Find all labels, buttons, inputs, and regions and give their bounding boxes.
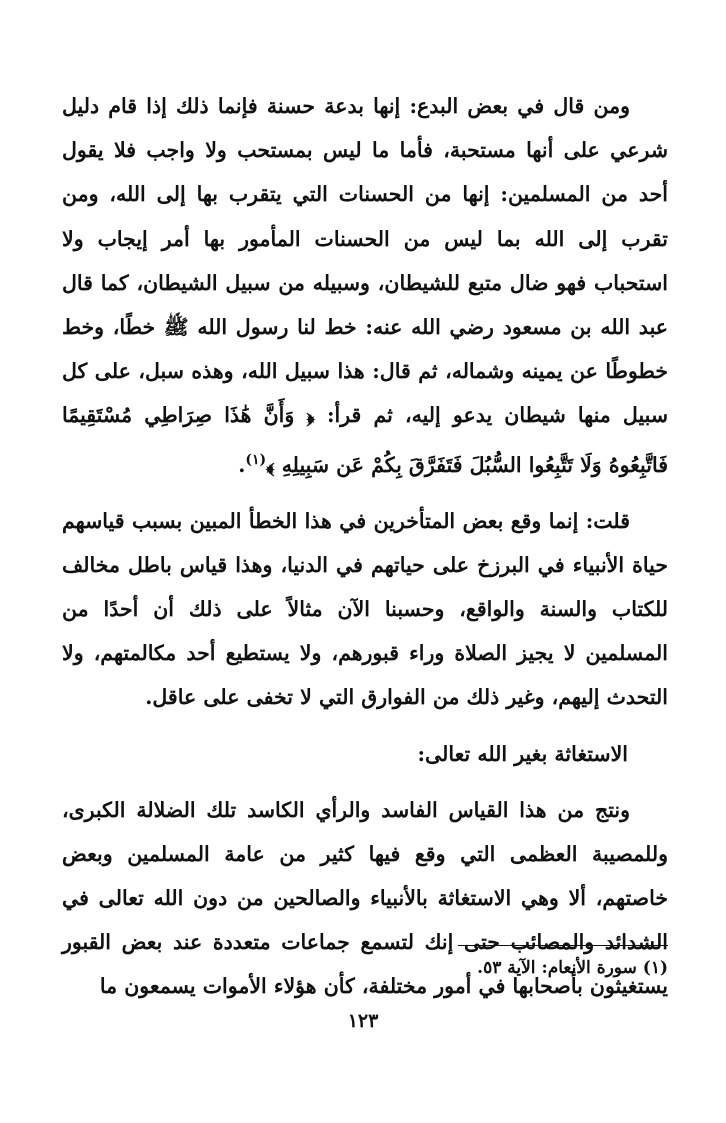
page-number: ١٢٣ — [347, 1010, 379, 1032]
paragraph-1-text: ومن قال في بعض البدع: إنها بدعة حسنة فإنما ذلك إذا قام دليل شرعي على أنها مستحبة، فأما ما ليس بمستحب ولا واجب فلا يقول أحد من المسلمين: إنها من الحسنات التي يتقرب بها إلى الله، ومن تقرب إلى الله بما ليس من الحسنات المأمور بها أمر إيجاب ولا استحباب فهو ضال متبع للشيطان، وسبيله من سبيل الشيطان، كما قال عبد الله بن مسعود رضي الله عنه: خط لنا رسول الله ﷺ خطًا، وخط خطوطًا عن يمينه وشماله، ثم قال: هذا سبيل الله، وهذه سبل، على كل سبيل منها شيطان يدعو إليه، ثم قرأ: ﴿ وَأَنَّ هَٰذَا صِرَاطِي مُسْتَقِيمًا فَاتَّبِعُوهُ وَلَا تَتَّبِعُوا السُّبُلَ فَتَفَرَّقَ بِكُمْ عَن سَبِيلِهِ ﴾ — [62, 94, 668, 477]
footnote-reference: (١) — [245, 451, 267, 468]
main-text — [62, 84, 668, 1021]
paragraph-2: قلت: إنما وقع بعض المتأخرين في هذا الخطأ المبين بسبب قياسهم حياة الأنبياء في البرزخ على حياتهم في الدنيا، وهذا قياس باطل مخالف للكتاب والسنة والواقع، وحسبنا الآن مثالاً على ذلك أن أحدًا من المسلمين لا يجيز الصلاة وراء قبورهم، ولا يستطيع أحد مكالمتهم، ولا التحدث إليهم، وغير ذلك من الفوارق التي لا تخفى على عاقل. — [62, 508, 668, 710]
footnote: (١) سورة الأنعام: الآية ٥٣. — [477, 958, 668, 978]
section-heading: الاستغاثة بغير الله تعالى: — [417, 741, 628, 766]
footnote-divider — [458, 945, 668, 946]
paragraph-1: ومن قال في بعض البدع: إنها بدعة حسنة فإنما ذلك إذا قام دليل شرعي على أنها مستحبة، فأما ما ليس بمستحب ولا واجب فلا يقول أحد من المسلمين: إنها من الحسنات التي يتقرب بها إلى الله، ومن تقرب إلى الله بما ليس من الحسنات المأمور بها أمر إيجاب ولا استحباب فهو ضال متبع للشيطان، وسبيله من سبيل الشيطان، كما قال عبد الله بن مسعود رضي الله عنه: خط لنا رسول الله ﷺ خطًا، وخط خطوطًا عن يمينه وشماله، ثم قال: هذا سبيل الله، وهذه سبل، على كل سبيل منها شيطان يدعو إليه، ثم قرأ: ﴿ وَأَنَّ هَٰذَا صِرَاطِي مُسْتَقِيمًا فَاتَّبِعُوهُ وَلَا تَتَّبِعُوا السُّبُلَ فَتَفَرَّقَ بِكُمْ عَن سَبِيلِهِ ﴾$^{(١)}$. — [62, 94, 668, 477]
paragraph-3: ونتج من هذا القياس الفاسد والرأي الكاسد تلك الضلالة الكبرى، وللمصيبة العظمى التي وقع فيها كثير من عامة المسلمين وبعض خاصتهم، ألا وهي الاستغاثة بالأنبياء والصالحين من دون الله تعالى في الشدائد والمصائب حتى إنك لتسمع جماعات متعددة عند بعض القبور يستغيثون بأصحابها في أمور مختلفة، كأن هؤلاء الأموات يسمعون ما — [62, 797, 668, 999]
